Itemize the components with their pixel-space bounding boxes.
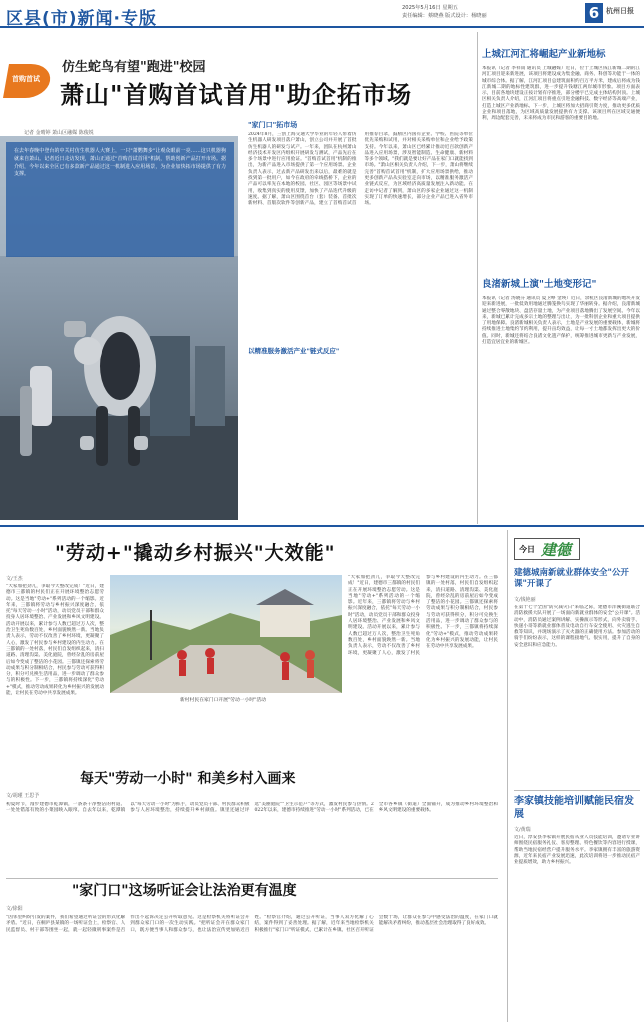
story1-headline: 建德城南新就业群体安全"公开课"开课了 (514, 568, 629, 589)
paper-name: 杭州日报 (606, 6, 634, 15)
right-mid-body: 本报讯（记者 汤晓芬 通讯员 夏卫峥 金瑛）近日，余杭区良渚新城的地块开发迎来新进展，一批低效用地通过腾笼换鸟实现了华丽转身。据介绍，良渚新城通过整合零散地块、盘活存量土地，为产业项目落地腾出了发展空间。今年以来，新城已累计完成多宗土地的整理与出让，为一批科创企业和重大项目提供了用地保障。良渚新城相关负责人表示，土地是产业发展的重要载体，新城将持续推进土地集约节约利用，提升亩均效益，让每一寸土地都发挥出更大的价值。同时，新城还将结合良渚文化遗产保护，统筹推进城市更新与产业发展，打造宜居宜业的新城区。 (482, 296, 640, 346)
feature-body: "大家加把劲儿，争取今天整改完成！"近日，建德市三都镇的村民们正在开展环境整治志愿劳动。这是当地"劳动+"系列活动的一个缩影。近年来，三都镇将劳动与乡村振兴深度融合，依托"每天劳动一小时"活动，动员党员干部和群众投身人居环境整治、产业发展和乡风文明建设。活动开展以来，累计参与人数已超过万人次，整治卫生死角数百处，乡村面貌焕然一新。当地负责人表示，劳动不仅改善了乡村环境，更凝聚了人心，激发了村民参与乡村建设的内生动力。在三都镇的一处村落，村民们自发组织起来，清扫道路、清理沟渠、美化庭院，曾经杂乱的房前屋后如今变成了整洁的小花园。三都镇还探索将劳动成果与积分制相结合，村民参与劳动可获得积分，积分可兑换生活用品，进一步调动了群众参与的积极性。下一步，三都镇将持续深化"劳动+"模式，推动劳动成果转化为乡村振兴的发展动能，让村民在劳动中共享发展成果。 (6, 584, 104, 697)
hearing-divider (6, 878, 498, 879)
feature-story (0, 528, 505, 1024)
feature-sub-headline: 每天"劳动一小时" 和美乡村入画来 (80, 771, 296, 787)
hearing-headline: "家门口"这场听证会让法治更有温度 (72, 883, 297, 899)
lead-kicker: 仿生蛇鸟有望"跑进"校园 (62, 60, 206, 75)
right-bottom-divider (514, 790, 640, 791)
lead-headline: 萧山"首购首试首用"助企拓市场 (60, 80, 413, 109)
today-label: 今日 (519, 545, 535, 554)
story1-byline: 文/钱艳丽 (514, 597, 536, 603)
hearing-body: "因邻里纠纷引发的案件，我们希望通过听证会的形式化解矛盾。"近日，在桐庐县某镇的一场听证会上，检察官、人民监督员、村干部等围坐一起，就一起轻微刑事案件是否作出不起诉决定公开听取意见。这是检察机关将听证会开到群众家门口的一次生动实践。"把听证会开在群众家门口，既方便当事人和群众参与，也让法治宣传更加贴近百姓。"检察官介绍，通过公开听证，当事人双方化解了心结，案件得到了妥善处理。据了解，近年来当地检察机关积极推行"家门口"听证模式，已累计在乡镇、社区召开听证会数十场，让群众在参与中感受法治的温度，在家门口就能解决矛盾纠纷，推动基层社会治理取得了良好成效。 (6, 915, 498, 933)
feature-sub-body: 初夏时节，漫步建德市乾潭镇，一条条干净整洁的村道、一处处错落有致的小菜园映入眼帘。自去年以来，乾潭镇以"每天劳动一小时"为抓手，动员党员干部、村民群众积极参与人居环境整治，持续提升乡村颜值。镇里还通过评选"美丽庭院""卫生示范户"等方式，激发村民参与热情。2022年以来，建德市持续推进"劳动一小时"系列活动，已在全市各乡镇（街道）全面铺开，成为推动乡村环境整治和乡风文明建设的重要载体。 (6, 802, 498, 814)
lead-body: 2024年8月，三创上海交通大学毕业的年轻人带着仿生机器人研发项目落户萧山，创立公司并开展了首批仿生机器人的研发与试产。一年来，团队在杭州萧山经济技术开发区内组织开展研发与测试，产品先后在多个场景中进行应用验证。"首购首试首用"机制的推出，为新产品进入市场提供了第一个应用场景。企业负责人表示，过去新产品研发出来以后，最难的就是找到第一批用户，如今在政府的牵线搭桥下，企业的产品可以率先在本地的校园、社区、园区等场景中试用，收集到真实的使用反馈，加快了产品迭代升级的速度。据了解，萧山区围绕首台（套）装备、首批次新材料、首版次软件等创新产品，建立了首购首试首用推荐目录，鼓励区内国有企业、学校、医院等单位优先采购和试用，并对相关采购单位和企业给予政策支持。今年以来，萧山区已经累计推动近百款创新产品进入应用场景，涉及智能制造、生命健康、新材料等多个领域。"我们就是要让好产品在家门口就能找到市场。"萧山区相关负责人介绍，下一步，萧山将继续完善"首购首试首用"机制，扩大应用场景供给，推动更多创新产品从实验室走向市场，以精准服务激活产业链式反应，为区域经济高质量发展注入新动能。在走访中记者了解到，萧山区的多家企业通过这一机制实现了订单的快速增长，部分企业产品已进入省外市场。 (248, 132, 473, 207)
feature-side-body: "大家加把劲儿，争取今天整改完成！"近日，建德市三都镇的村民们正在开展环境整治志愿劳动。这是当地"劳动+"系列活动的一个缩影。近年来，三都镇将劳动与乡村振兴深度融合，依托"每天劳动一小时"活动，动员党员干部和群众投身人居环境整治、产业发展和乡风文明建设。活动开展以来，累计参与人数已超过万人次，整治卫生死角数百处，乡村面貌焕然一新。当地负责人表示，劳动不仅改善了乡村环境，更凝聚了人心，激发了村民参与乡村建设的内生动力。在三都镇的一处村落，村民们自发组织起来，清扫道路、清理沟渠、美化庭院，曾经杂乱的房前屋后如今变成了整洁的小花园。三都镇还探索将劳动成果与积分制相结合，村民参与劳动可获得积分，积分可兑换生活用品，进一步调动了群众参与的积极性。下一步，三都镇将持续深化"劳动+"模式，推动劳动成果转化为乡村振兴的发展动能，让村民在劳动中共享发展成果。 (348, 575, 498, 656)
lead-byline: 记者 金晴婷 萧山区融媒 陈俊锐 (24, 130, 94, 136)
feature-sub-byline: 文/胡瑾 王思予 (6, 793, 40, 799)
today-label-box (514, 538, 580, 560)
section-divider (0, 525, 644, 527)
story2-byline: 文/黄瑞 (514, 827, 531, 833)
feature-photo (110, 575, 342, 693)
village-illustration (110, 575, 342, 693)
issue-date: 2025年5月16日 星期五 (402, 5, 458, 11)
story2-body: 近日，淳安县李家镇开展民宿从业人员技能培训，邀请专业讲师围绕民宿服务礼仪、客房整理、特色餐饮等内容进行授课，帮助当地民宿经营户提升服务水平。李家镇拥有丰富的旅游资源，近年来民宿产业发展迅速，此次培训将进一步推动民宿产业提质增效，助力乡村振兴。 (514, 835, 640, 866)
feature-body-cont (110, 706, 342, 764)
lead-intro-box (6, 142, 234, 257)
right-top-body: 本报讯（记者 李祥雨 通讯员 上城融媒）近日，位于上城区钱江新城二期的江河汇项目迎来新进展，该项目将建设成为集金融、商务、科创等功能于一体的城市综合体。据了解，江河汇项目总建筑面积约百万平方米，建成后将成为钱江新城二期的地标性建筑群，进一步提升钱塘江两岸城市形象。项目方面表示，目前各地块建设正按计划有序推进，部分楼宇已完成主体结构封顶。上城区相关负责人介绍，江河汇项目将重点引进金融科技、数字经济等高端产业，打造上城区产业新地标。下一步，上城区将加大招商引资力度，推动更多优质企业和项目落地，为区域高质量发展提供有力支撑。该项目所在区域交通便利，周边配套完善，未来将成为市民和游客的重要目的地。 (482, 66, 640, 122)
feature-side-column (348, 575, 498, 765)
editor-credits: 责任编辑：蔡晓燕 版式设计：杨晓丽 (402, 13, 487, 19)
story2-headline: 李家镇技能培训赋能民宿发展 (514, 796, 634, 820)
page-number: 6 (585, 3, 603, 23)
right-top-headline: 上城江河汇将崛起产业新地标 (482, 49, 606, 60)
right-column-bottom (512, 530, 642, 1024)
lead-subhead-2: 以精准服务激活产业"链式反应" (248, 344, 358, 357)
right-mid-headline: 良渚新城上演"土地变形记" (482, 279, 597, 290)
lead-intro: 在去年春晚中登台的中关村仿生机器人大赛上，一只"萧鹦舞步"让观众眼前一亮……这只机器狗就来自萧山。记者近日走访发现，萧山正通过"首购首试首用"机制，帮助创新产品打开市场。据介绍，今年以来全区已有多款新产品通过这一机制进入应用场景，为企业加快拓市场提供了有力支撑。 (14, 148, 226, 178)
hearing-byline: 文/徐阳 (6, 906, 23, 912)
section-title: 区县(市)新闻·专版 (6, 9, 157, 29)
story1-body: 在第十七个全国"防灾减灾日"来临之际，建德市洋溪街道联合消防救援大队开展了一场面向新就业群体的安全"公开课"。活动中，消防员通过案例讲解、实操演示等形式，向外卖骑手、快递小哥等新就业群体普及电动自行车安全使用、火灾逃生自救等知识，并现场演示了灭火器的正确使用方法。参加活动的骑手们纷纷表示，这样的课程接地气、很实用，提升了自身的安全意识和应急能力。 (514, 605, 640, 648)
feature-byline: 文/王杰 (6, 576, 23, 582)
masthead (0, 0, 644, 28)
lead-subhead-1: "家门口"拓市场 (248, 121, 298, 129)
feature-photo-caption: 新村村民在家门口开展"劳动一小时"活动 (180, 698, 266, 703)
lead-badge (6, 64, 56, 98)
right-mid-story (482, 262, 640, 524)
lead-story (0, 32, 475, 522)
today-label-char: 建德 (541, 541, 572, 559)
right-column-divider-bottom (507, 530, 508, 1022)
right-column-divider (477, 32, 478, 524)
feature-headline: "劳动+"撬动乡村振兴"大效能" (55, 542, 336, 564)
badge-label: 首购首试 (12, 75, 40, 83)
right-top-story (482, 34, 640, 258)
